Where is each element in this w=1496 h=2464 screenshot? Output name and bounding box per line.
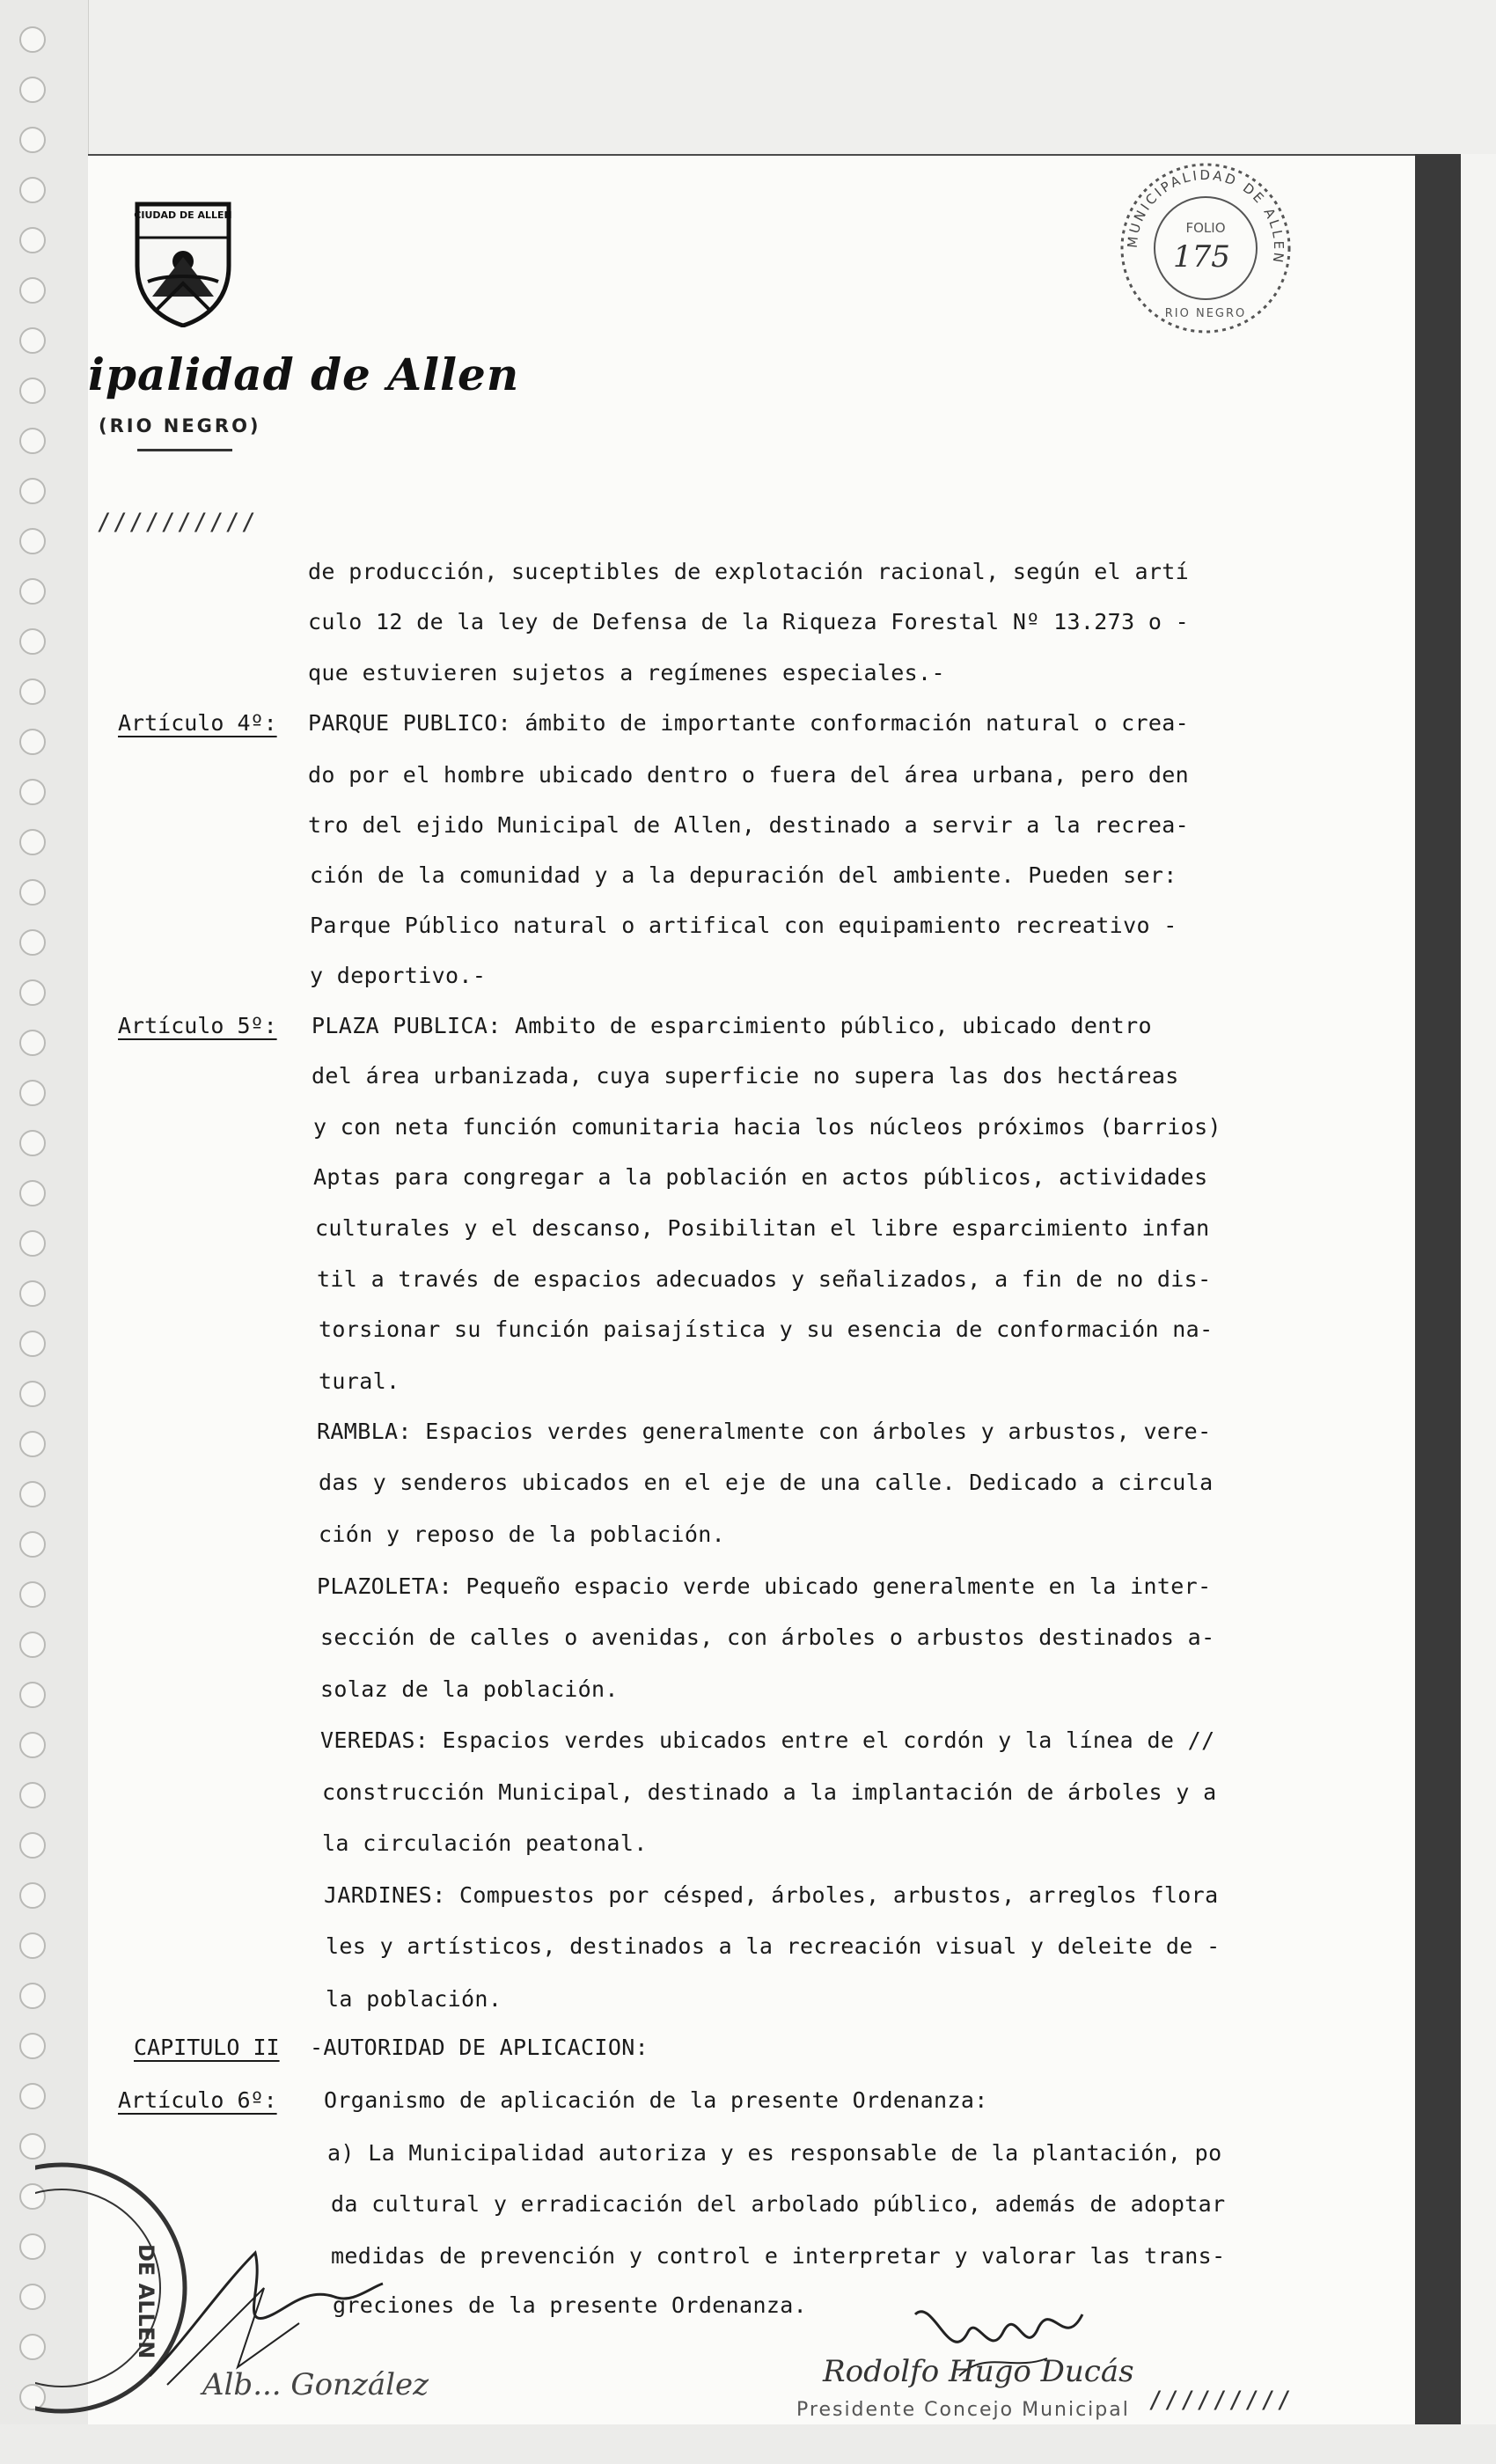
body-text-line: que estuvieren sujetos a regímenes especiales.- [308,660,945,686]
body-text-line: PLAZA PUBLICA: Ambito de esparcimiento público, ubicado dentro [312,1013,1152,1038]
binder-hole [19,428,46,454]
body-text-line: -AUTORIDAD DE APLICACION: [310,2035,649,2060]
letterhead-municipality-name: ipalidad de Allen [88,348,520,400]
binder-hole [19,1632,46,1658]
body-text-line: JARDINES: Compuestos por césped, árboles, arbustos, arreglos flora [324,1882,1219,1908]
binder-hole [19,1732,46,1758]
signer-right-name: Rodolfo Hugo Ducás [823,2354,1134,2389]
binder-hole [19,779,46,805]
article-label: Artículo 5º: [118,1013,277,1038]
binder-hole [19,1030,46,1056]
binder-hole [19,879,46,906]
body-text-line: solaz de la población. [320,1676,619,1702]
body-text-line: del área urbanizada, cuya superficie no supera las dos hectáreas [312,1063,1179,1089]
body-text-line: PLAZOLETA: Pequeño espacio verde ubicado generalmente en la inter- [317,1573,1212,1599]
body-text-line: tural. [319,1368,400,1394]
body-text-line: til a través de espacios adecuados y señalizados, a fin de no dis- [317,1266,1212,1292]
body-text-line: do por el hombre ubicado dentro o fuera del área urbana, pero den [308,762,1190,788]
footer-continuation-mark: ///////// [1148,2387,1294,2414]
binder-hole [19,378,46,404]
svg-text:CIUDAD DE ALLEN: CIUDAD DE ALLEN [134,209,232,221]
body-text-line: culo 12 de la ley de Defensa de la Riqueza Forestal Nº 13.273 o - [308,609,1190,634]
binder-hole [19,729,46,755]
binder-hole [19,26,46,53]
body-text-line: la población. [326,1986,502,2012]
svg-text:DE ALLEN: DE ALLEN [134,2244,158,2359]
binder-hole [19,678,46,705]
binder-hole [19,1983,46,2009]
body-text-line: culturales y el descanso, Posibilitan el libre esparcimiento infan [315,1215,1210,1241]
body-text-line: greciones de la presente Ordenanza. [333,2292,808,2318]
page-bottom-margin [0,2424,1496,2464]
binder-hole [19,177,46,203]
binder-hole [19,979,46,1006]
letterhead-province: (RIO NEGRO) [99,415,261,436]
signer-left-name: Alb... González [202,2367,429,2402]
body-text-line: medidas de prevención y control e interpretar y valorar las trans- [331,2243,1226,2269]
binder-hole [19,1381,46,1407]
binder-hole [19,1180,46,1206]
body-text-line: a) La Municipalidad autoriza y es responsable de la plantación, po [327,2140,1222,2166]
binder-hole [19,1782,46,1808]
scan-shadow-band [1415,154,1461,2424]
binder-hole [19,1331,46,1357]
letterhead-underline [137,449,232,451]
body-text-line: construcción Municipal, destinado a la implantación de árboles y a [322,1779,1217,1805]
binder-hole [19,578,46,605]
folio-number: 175 [1173,239,1230,275]
binder-hole [19,1080,46,1106]
binder-hole [19,327,46,354]
binder-hole [19,1882,46,1909]
binder-hole [19,77,46,103]
body-text-line: ción y reposo de la población. [319,1522,726,1547]
body-text-line: ción de la comunidad y a la depuración del ambiente. Pueden ser: [310,862,1177,888]
body-text-line: la circulación peatonal. [322,1830,648,1856]
body-text-line: PARQUE PUBLICO: ámbito de importante conformación natural o crea- [308,710,1190,736]
binder-strip [0,0,89,2464]
body-text-line: Organismo de aplicación de la presente Ordenanza: [324,2087,988,2113]
binder-hole [19,528,46,554]
binder-hole [19,478,46,504]
body-text-line: Aptas para congregar a la población en actos públicos, actividades [313,1164,1208,1190]
binder-hole [19,1832,46,1859]
binder-hole [19,628,46,655]
binder-hole [19,829,46,855]
binder-hole [19,1130,46,1156]
article-label: CAPITULO II [134,2035,280,2060]
body-text-line: Parque Público natural o artifical con equipamiento recreativo - [310,913,1177,938]
continuation-mark: ////////// [97,509,258,536]
svg-text:RIO NEGRO: RIO NEGRO [1164,307,1247,320]
body-text-line: sección de calles o avenidas, con árboles o arbustos destinados a- [320,1624,1215,1650]
svg-text:FOLIO: FOLIO [1185,220,1226,236]
body-text-line: torsionar su función paisajística y su esencia de conformación na- [319,1316,1214,1342]
body-text-line: y con neta función comunitaria hacia los núcleos próximos (barrios) [313,1114,1221,1140]
body-text-line: y deportivo.- [310,963,487,988]
body-text-line: VEREDAS: Espacios verdes ubicados entre el cordón y la línea de // [320,1727,1215,1753]
svg-text:MUNICIPALIDAD DE ALLEN: MUNICIPALIDAD DE ALLEN [1124,166,1287,267]
binder-hole [19,929,46,956]
binder-hole [19,1431,46,1457]
binder-hole [19,277,46,304]
signer-right-title: Presidente Concejo Municipal [796,2399,1130,2421]
binder-hole [19,1581,46,1608]
binder-hole [19,2083,46,2109]
body-text-line: da cultural y erradicación del arbolado público, además de adoptar [331,2191,1226,2217]
binder-hole [19,127,46,153]
binder-hole [19,1280,46,1307]
binder-hole [19,1230,46,1257]
body-text-line: das y senderos ubicados en el eje de una calle. Dedicado a circula [319,1470,1214,1495]
body-text-line: de producción, suceptibles de explotación racional, según el artí [308,559,1190,584]
article-label: Artículo 6º: [118,2087,277,2113]
municipal-coat-of-arms-icon [130,195,236,327]
binder-hole [19,2033,46,2059]
binder-hole [19,1682,46,1708]
binder-hole [19,227,46,253]
binder-hole [19,1481,46,1507]
article-label: Artículo 4º: [118,710,277,736]
page-top-margin [0,0,1496,154]
binder-hole [19,1932,46,1959]
binder-hole [19,1531,46,1558]
body-text-line: les y artísticos, destinados a la recreación visual y deleite de - [326,1933,1221,1959]
body-text-line: tro del ejido Municipal de Allen, destinado a servir a la recrea- [308,812,1190,838]
body-text-line: RAMBLA: Espacios verdes generalmente con árboles y arbustos, vere- [317,1419,1212,1444]
